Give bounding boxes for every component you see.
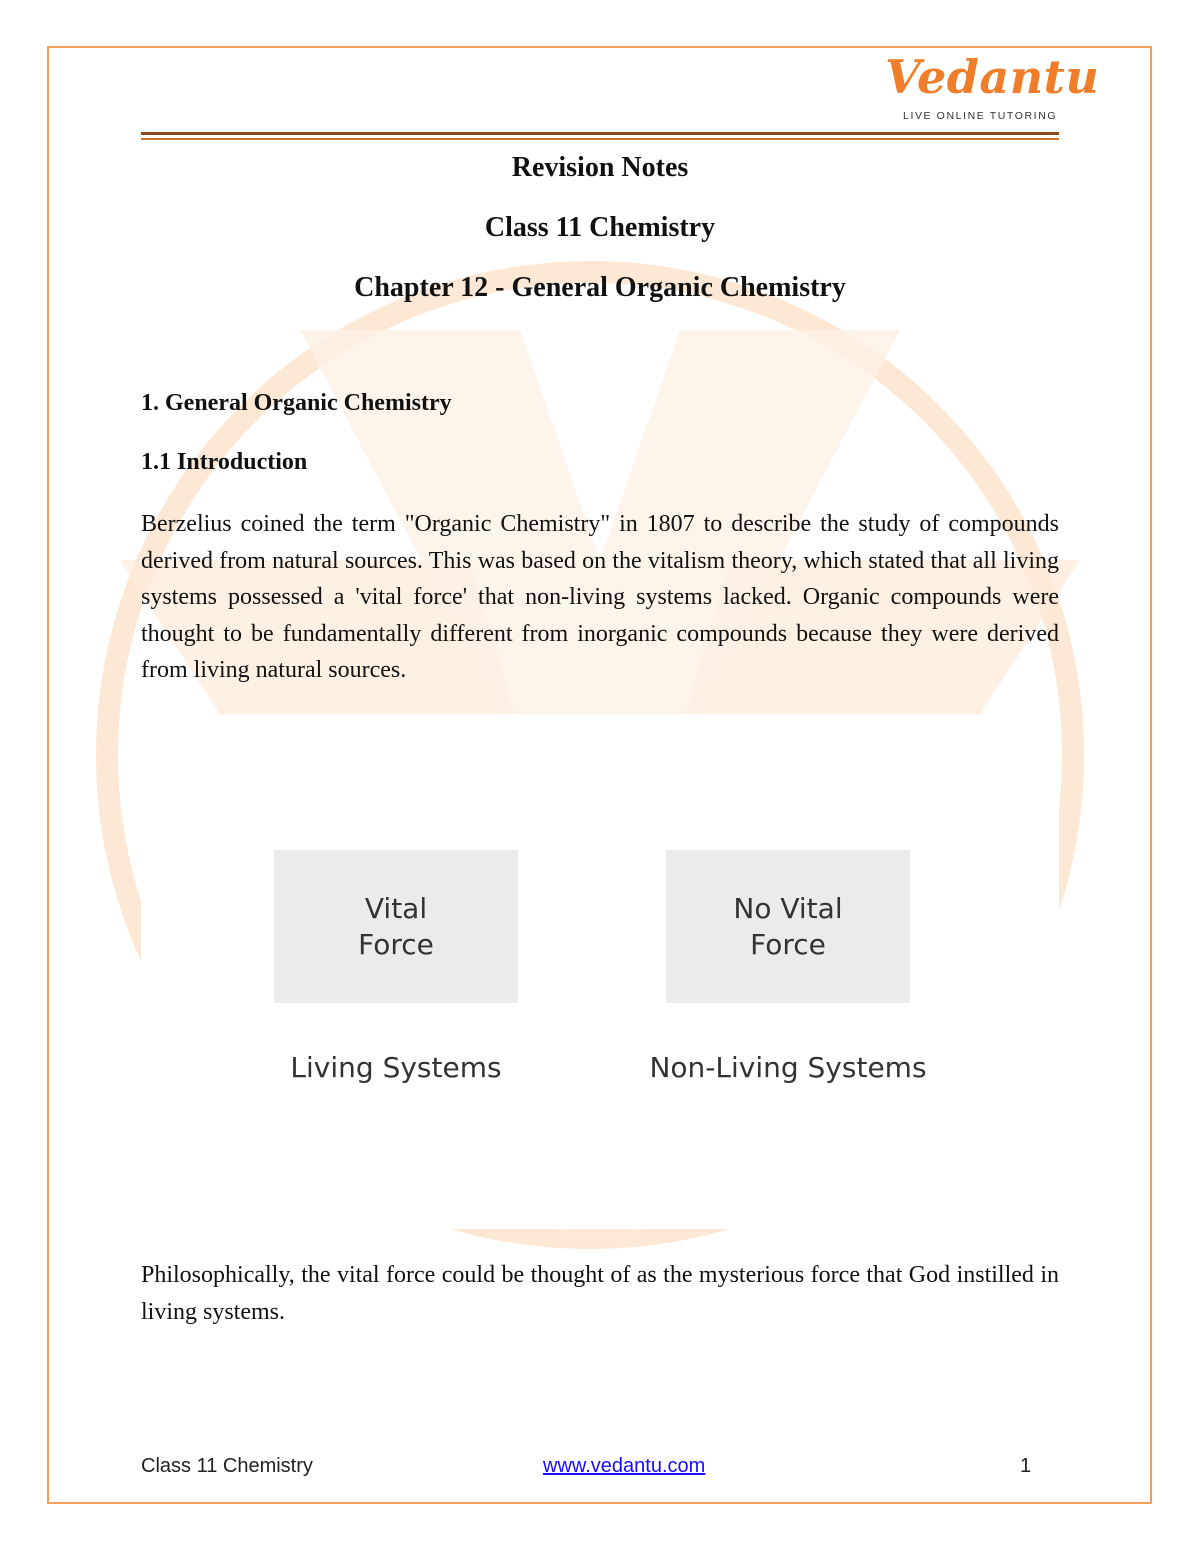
- page-title: Revision Notes: [511, 152, 689, 183]
- header-rule-dark: [141, 132, 1059, 135]
- living-systems-caption: Living Systems: [290, 1051, 502, 1084]
- vital-force-box: [274, 850, 518, 1003]
- non-living-systems-caption: Non-Living Systems: [649, 1051, 927, 1084]
- philosophy-paragraph: Philosophically, the vital force could be thought of as the mysterious force that God instilled in living systems.: [141, 1262, 1059, 1325]
- page-subtitle: Class 11 Chemistry: [484, 212, 716, 243]
- footer-website-link[interactable]: www.vedantu.com: [543, 1455, 706, 1477]
- vedantu-logo: [885, 50, 1100, 126]
- subsection-heading: 1.1 Introduction: [141, 449, 308, 475]
- vital-force-box-label: Vital Force: [358, 891, 434, 961]
- footer-class-label: Class 11 Chemistry: [141, 1455, 313, 1477]
- chapter-title: Chapter 12 - General Organic Chemistry: [354, 272, 846, 303]
- logo-tagline: LIVE ONLINE TUTORING: [903, 110, 1058, 122]
- header-rule-light: [141, 138, 1059, 140]
- vital-force-figure: [141, 714, 1059, 1229]
- page-number: 1: [1020, 1455, 1032, 1477]
- section-heading: 1. General Organic Chemistry: [141, 390, 452, 416]
- logo-wordmark: Vedantu: [885, 50, 1100, 104]
- intro-paragraph: Berzelius coined the term "Organic Chemistry" in 1807 to describe the study of compounds derived from natural sources. This was based on the vitalism theory, which stated that all living systems possessed a 'vital force' that non-living systems lacked. Organic compounds were thought to be fundamentally different from inorganic compounds because they were derived from living natural sources.: [141, 511, 1059, 683]
- no-vital-force-box-label: No Vital Force: [733, 891, 843, 961]
- no-vital-force-box: [666, 850, 910, 1003]
